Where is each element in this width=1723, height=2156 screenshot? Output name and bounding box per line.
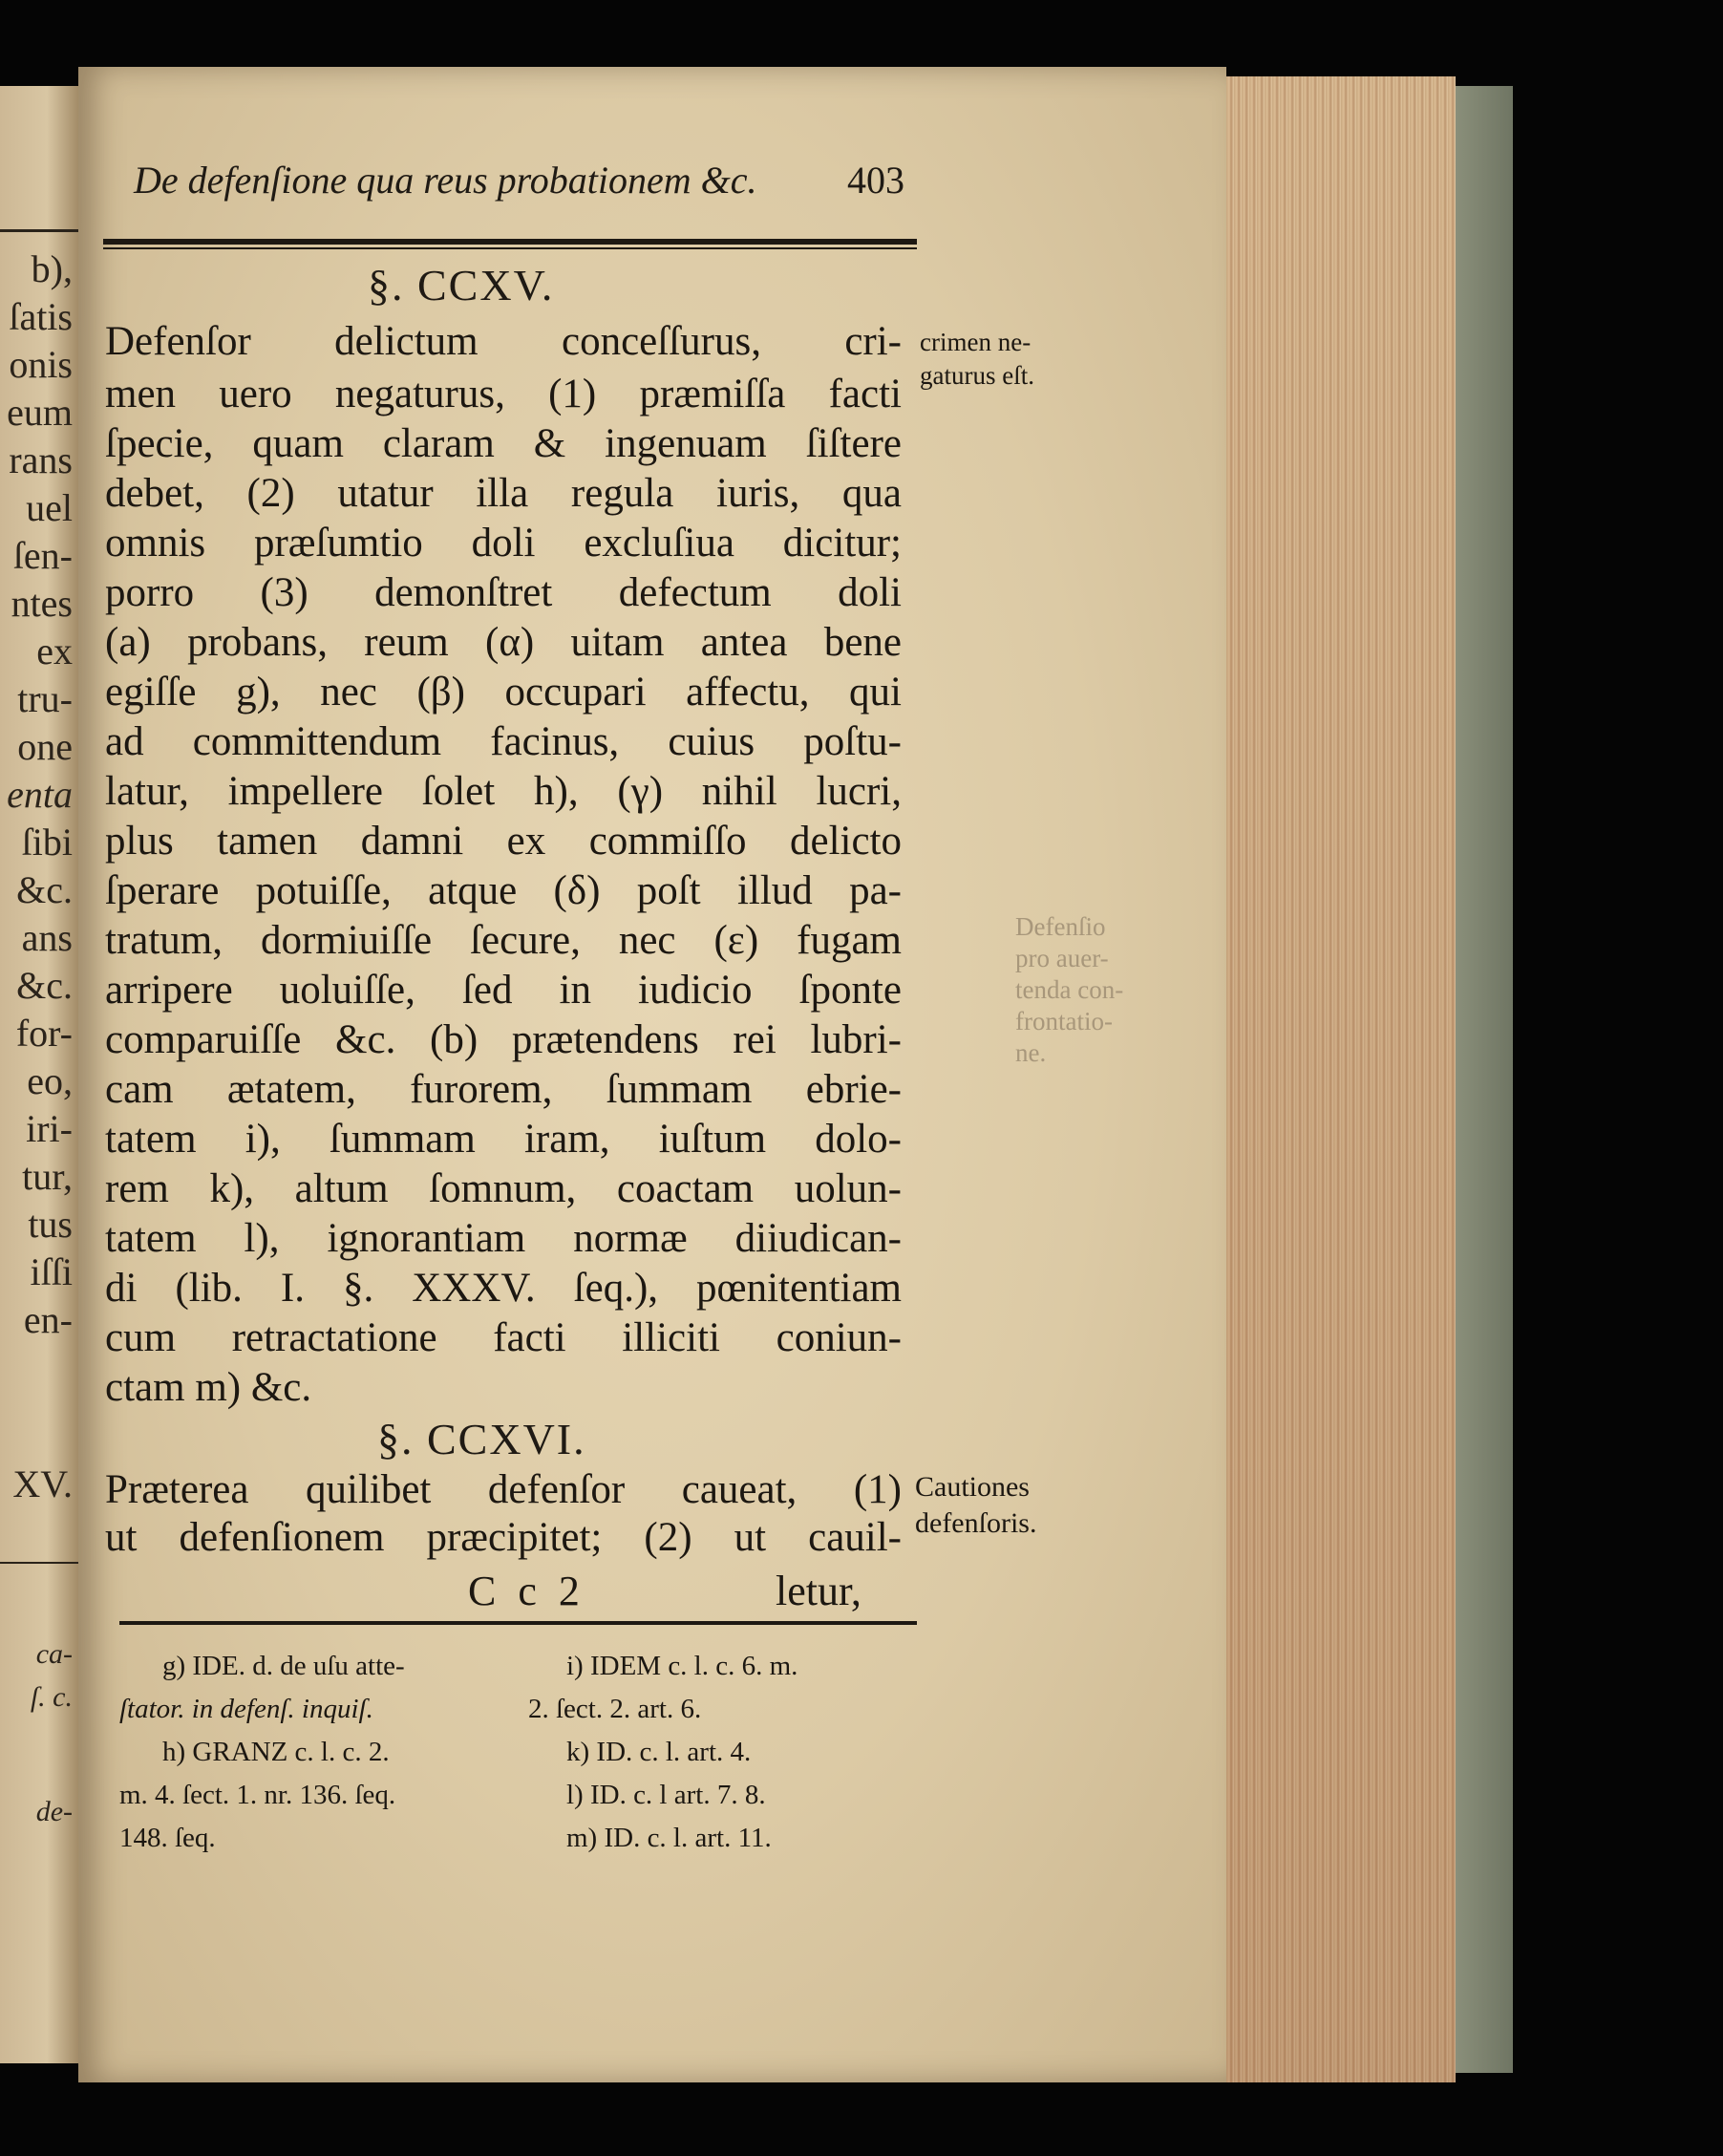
section-heading: §. CCXVI. [377, 1415, 586, 1463]
left-page-fragment: ntes [11, 582, 73, 625]
show-through-note: pro auer- [1015, 944, 1109, 972]
signature-mark: C c 2 [468, 1568, 585, 1614]
margin-note: Cautiones [915, 1471, 1030, 1503]
body-line: men uero negaturus, (1) præmiſſa facti [105, 372, 902, 416]
footnote-line: i) IDEM c. l. c. 6. m. [566, 1651, 798, 1681]
body-line: (a) probans, reum (α) uitam antea bene [105, 620, 902, 665]
footnote-rule [119, 1621, 917, 1625]
body-line: tatem l), ignorantiam normæ diiudican- [105, 1216, 902, 1261]
body-line: comparuiſſe &c. (b) prætendens rei lubri- [105, 1017, 902, 1062]
body-line: arripere uoluiſſe, ſed in iudicio ſponte [105, 968, 902, 1013]
cover-board [1456, 86, 1513, 2073]
facing-left-page [0, 86, 78, 2063]
left-page-fragment: one [17, 725, 73, 768]
left-page-fragment: de- [35, 1796, 73, 1827]
footnote-line: g) IDE. d. de uſu atte- [162, 1651, 405, 1681]
left-page-rule [0, 1562, 78, 1564]
body-line: ſperare potuiſſe, atque (δ) poſt illud pa- [105, 868, 902, 913]
header-rule [103, 239, 917, 245]
margin-note: gaturus eſt. [920, 361, 1034, 390]
page-edges [1226, 76, 1456, 2082]
body-line: debet, (2) utatur illa regula iuris, qua [105, 471, 902, 516]
left-page-fragment: ca- [35, 1638, 73, 1670]
catchword: letur, [776, 1568, 862, 1614]
left-page-fragment: &c. [16, 868, 73, 911]
left-page-fragment: ex [36, 630, 73, 672]
show-through-note: frontatio- [1015, 1007, 1113, 1035]
left-page-rule [0, 229, 78, 232]
body-line: ctam m) &c. [105, 1365, 312, 1410]
page-number: 403 [847, 159, 904, 202]
left-page-fragment: iſſi [30, 1250, 73, 1293]
left-page-fragment: b), [31, 247, 73, 290]
margin-note: crimen ne- [920, 328, 1032, 356]
left-page-fragment: ſibi [21, 821, 73, 864]
left-page-fragment: eo, [27, 1059, 73, 1102]
show-through-note: ne. [1015, 1038, 1047, 1067]
left-page-fragment: enta [7, 773, 73, 816]
header-rule [103, 247, 917, 249]
body-line: cam ætatem, furorem, ſummam ebrie- [105, 1067, 902, 1112]
footnote-line: k) ID. c. l. art. 4. [566, 1737, 752, 1767]
section-heading: §. CCXV. [368, 261, 555, 310]
show-through-note: Defenſio [1015, 912, 1106, 941]
left-page-fragment: tur, [22, 1155, 73, 1198]
left-page-fragment: en- [23, 1298, 73, 1341]
left-page-fragment: ſen- [12, 534, 73, 577]
left-page-fragment: eum [7, 391, 73, 434]
left-page-fragment: onis [9, 343, 73, 386]
margin-note: defenſoris. [915, 1507, 1037, 1539]
body-line: porro (3) demonſtret defectum doli [105, 570, 902, 615]
left-page-fragment: &c. [16, 964, 73, 1007]
body-line: cum retractatione facti illiciti coniun- [105, 1315, 902, 1360]
body-line: di (lib. I. §. XXXV. ſeq.), pœnitentiam [105, 1266, 902, 1311]
left-page-fragment: for- [15, 1012, 73, 1055]
footnote-line: m) ID. c. l. art. 11. [566, 1823, 772, 1853]
running-head: De defenſione qua reus probationem &c. [134, 159, 757, 202]
left-page-fragment: ans [21, 916, 73, 959]
footnote-line: ſtator. in defenſ. inquiſ. [119, 1694, 373, 1724]
show-through-note: tenda con- [1015, 975, 1124, 1004]
footnote-line: 2. ſect. 2. art. 6. [528, 1694, 702, 1724]
body-line: ut defenſionem præcipitet; (2) ut cauil- [105, 1515, 902, 1560]
body-line: ad committendum facinus, cuius poſtu- [105, 719, 902, 764]
body-line: latur, impellere ſolet h), (γ) nihil lucri, [105, 769, 902, 814]
body-line: plus tamen damni ex commiſſo delicto [105, 819, 902, 864]
footnote-line: l) ID. c. l art. 7. 8. [566, 1780, 766, 1810]
left-page-fragment: XV. [12, 1462, 73, 1505]
body-line: tratum, dormiuiſſe ſecure, nec (ε) fugam [105, 918, 902, 963]
left-page-fragment: tus [28, 1203, 73, 1246]
left-page-fragment: ſ. c. [30, 1681, 73, 1713]
body-line: Defenſor delictum conceſſurus, cri- [105, 319, 902, 364]
left-page-fragment: tru- [17, 677, 73, 720]
body-line: tatem i), ſummam iram, iuſtum dolo- [105, 1117, 902, 1162]
body-line: Præterea quilibet defenſor caueat, (1) [105, 1467, 902, 1512]
body-line: omnis præſumtio doli excluſiua dicitur; [105, 521, 902, 566]
left-page-fragment: rans [9, 438, 73, 481]
body-line: egiſſe g), nec (β) occupari affectu, qui [105, 670, 902, 715]
left-page-fragment: iri- [26, 1107, 73, 1150]
left-page-fragment: ſatis [9, 295, 73, 338]
footnote-line: m. 4. ſect. 1. nr. 136. ſeq. [119, 1780, 396, 1810]
body-line: ſpecie, quam claram & ingenuam ſiſtere [105, 421, 902, 466]
body-line: rem k), altum ſomnum, coactam uolun- [105, 1166, 902, 1211]
left-page-fragment: uel [26, 486, 73, 529]
footnote-line: 148. ſeq. [119, 1823, 216, 1853]
footnote-line: h) GRANZ c. l. c. 2. [162, 1737, 390, 1767]
